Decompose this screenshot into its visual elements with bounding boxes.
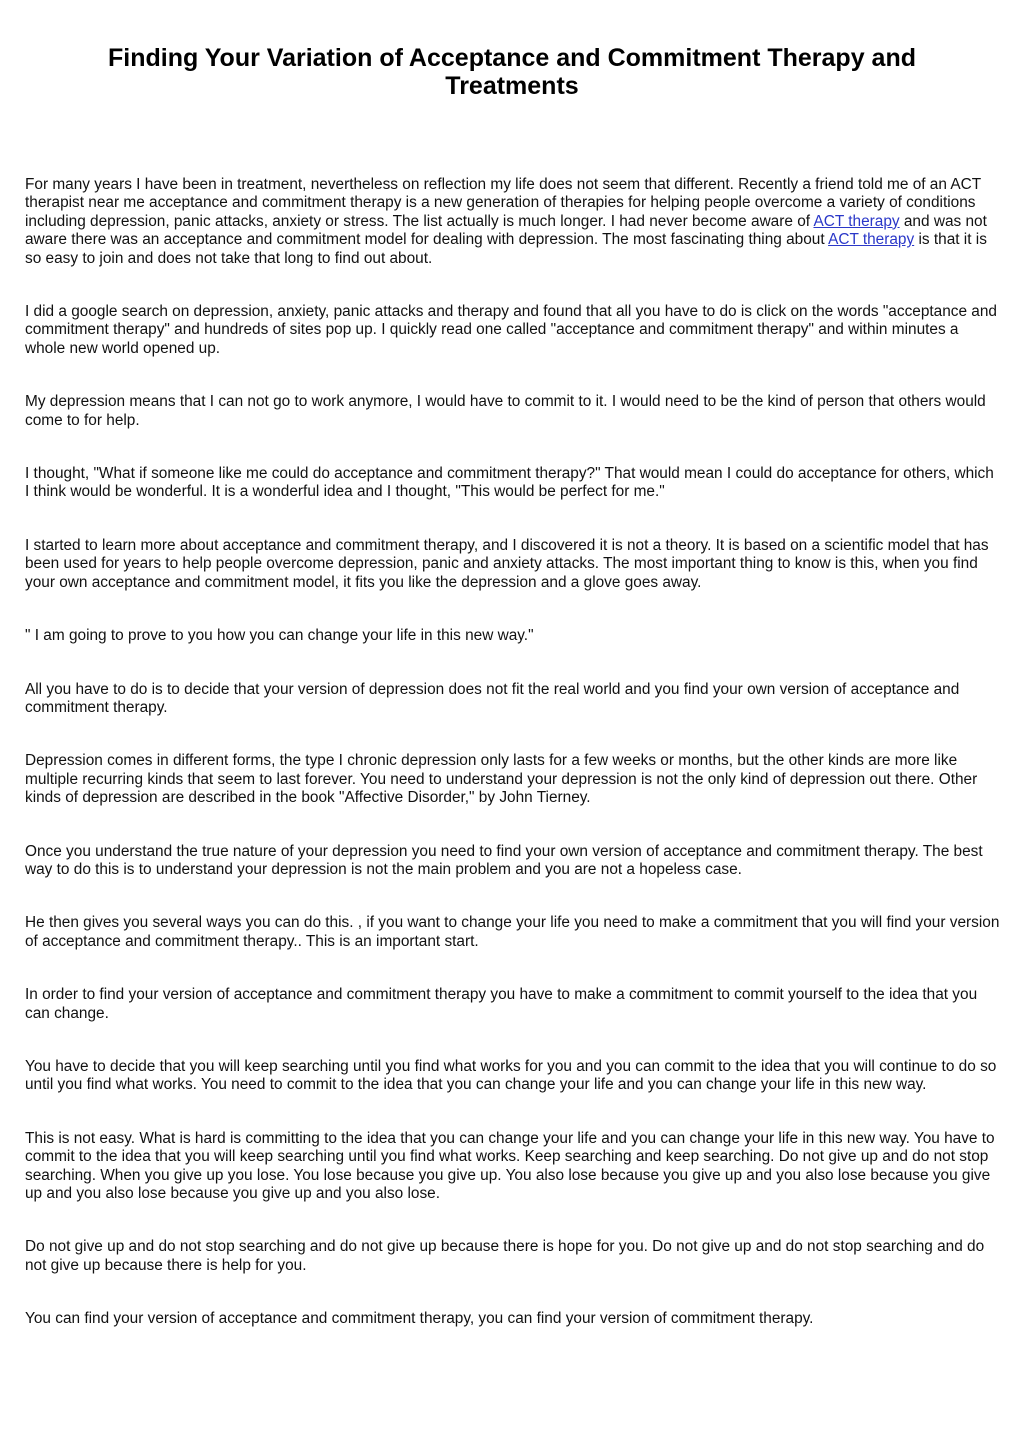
paragraph-11: In order to find your version of acceptance and commitment therapy you have to make a commitment to commit yourself to the idea that you can change.: [25, 986, 978, 1022]
paragraph-12: You have to decide that you will keep searching until you find what works for you and you can commit to the idea that you will continue to do so until you find what works. You need to commit to the idea that you can change your life and you can change your life in this new way.: [25, 1057, 997, 1094]
paragraph-1: [25, 176, 1001, 268]
paragraph-13: This is not easy. What is hard is committing to the idea that you can change your life and you can change your life in this new way. You have to commit to the idea that you will keep searching until you find what works. Keep searching and keep searching. Do not give up and do not stop searching. When you give up you lose. You lose because you give up. You also lose because you give up and you also lose because you give up and you also lose because you give up and you also lose.: [25, 1129, 995, 1202]
paragraph-10: He then gives you several ways you can do this. , if you want to change your life you need to make a commitment that you will find your version of acceptance and commitment therapy.. This is an important start.: [25, 914, 1000, 950]
paragraph-3: My depression means that I can not go to work anymore, I would have to commit to it. I would need to be the kind of person that others would come to for help.: [25, 393, 986, 429]
paragraph-14: Do not give up and do not stop searching and do not give up because there is hope for you. Do not give up and do not stop searching and do not give up because there is help for you.: [25, 1238, 985, 1274]
paragraph-1-text-a: For many years I have been in treatment, nevertheless on reflection my life does not seem that different. Recently a friend told me of an ACT therapist near me acceptance and commitment therapy is a new generation of therapies for helping people overcome a variety of conditions including depression, panic attacks, anxiety or stress. The list actually is much longer. I had never become aware of: [25, 176, 981, 230]
page-title: Finding Your Variation of Acceptance and Commitment Therapy and Treatments: [108, 44, 916, 100]
act-therapy-link-1[interactable]: ACT therapy: [813, 212, 900, 230]
act-therapy-link-2[interactable]: ACT therapy: [828, 231, 915, 249]
paragraph-6: " I am going to prove to you how you can change your life in this new way.": [25, 627, 534, 645]
paragraph-7: All you have to do is to decide that your version of depression does not fit the real world and you find your own version of acceptance and commitment therapy.: [25, 680, 960, 716]
paragraph-2: I did a google search on depression, anxiety, panic attacks and therapy and found that all you have to do is click on the words "acceptance and commitment therapy" and hundreds of sites pop up. I quickly read one called "acceptance and commitment therapy" and within minutes a whole new world opened up.: [25, 303, 997, 357]
paragraph-15: You can find your version of acceptance and commitment therapy, you can find your version of commitment therapy.: [25, 1310, 814, 1328]
paragraph-5: I started to learn more about acceptance and commitment therapy, and I discovered it is not a theory. It is based on a scientific model that has been used for years to help people overcome depression, panic and anxiety attacks. The most important thing to know is this, when you find your own acceptance and commitment model, it fits you like the depression and a glove goes away.: [25, 536, 989, 591]
paragraph-4: I thought, "What if someone like me could do acceptance and commitment therapy?" That would mean I could do acceptance for others, which I think would be wonderful. It is a wonderful idea and I thought, "This would be perfect for me.": [25, 465, 994, 501]
paragraph-1-text-c: is that it is so easy to join and does not take that long to find out about.: [25, 231, 987, 267]
paragraph-9: Once you understand the true nature of your depression you need to find your own version of acceptance and commitment therapy. The best way to do this is to understand your depression is not the main problem and you are not a hopeless case.: [25, 842, 983, 878]
paragraph-1-text-b: and was not aware there was an acceptance and commitment model for dealing with depression. The most fascinating thing about: [25, 212, 987, 249]
article-body: [25, 176, 1001, 1364]
paragraph-8: Depression comes in different forms, the type I chronic depression only lasts for a few weeks or months, but the other kinds are more like multiple recurring kinds that seem to last forever. You need to understand your depression is not the only kind of depression out there. Other kinds of depression are described in the book "Affective Disorder," by John Tierney.: [25, 752, 978, 807]
